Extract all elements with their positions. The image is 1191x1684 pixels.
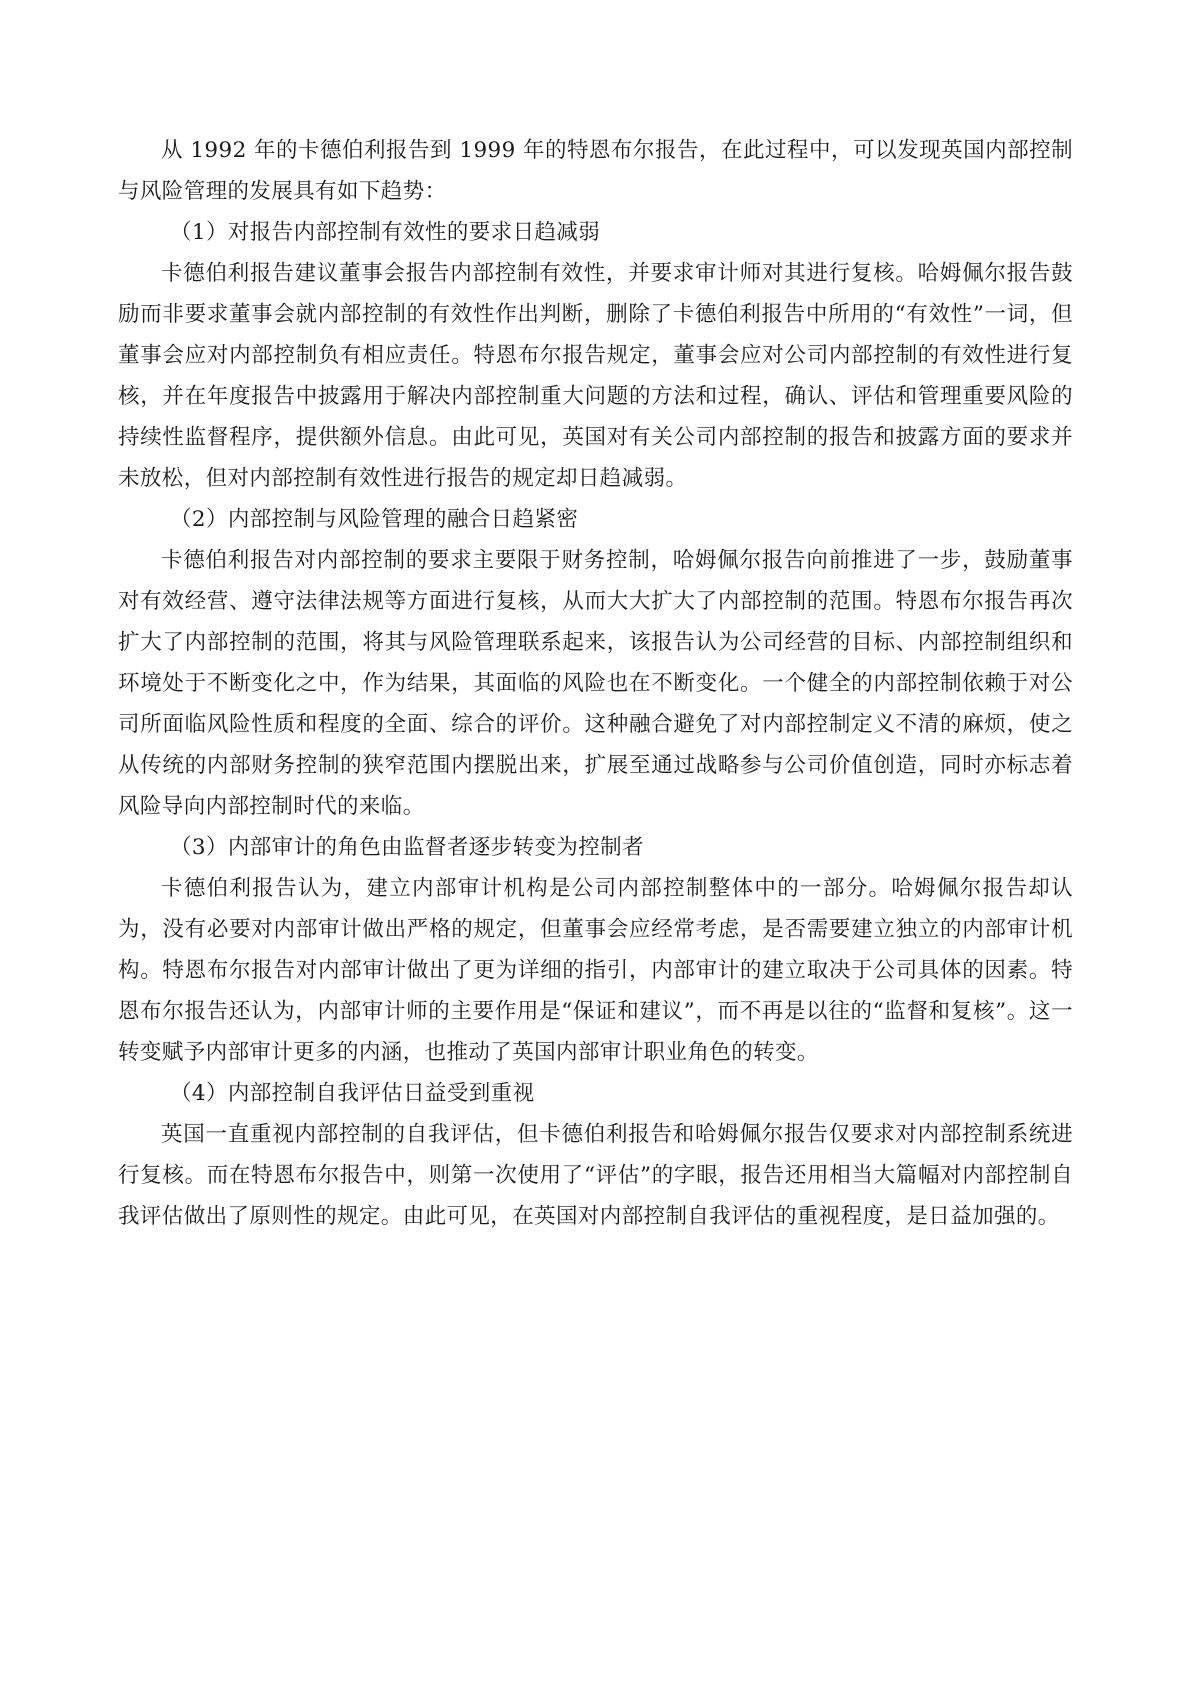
- section-2-paragraph: 卡德伯利报告对内部控制的要求主要限于财务控制，哈姆佩尔报告向前推进了一步，鼓励董事对有效经营、遵守法律法规等方面进行复核，从而大大扩大了内部控制的范围。特恩布尔报告再次扩大了内部控制的范围，将其与风险管理联系起来，该报告认为公司经营的目标、内部控制组织和环境处于不断变化之中，作为结果，其面临的风险也在不断变化。一个健全的内部控制依赖于对公司所面临风险性质和程度的全面、综合的评价。这种融合避免了对内部控制定义不清的麻烦，使之从传统的内部财务控制的狭窄范围内摆脱出来，扩展至通过战略参与公司价值创造，同时亦标志着风险导向内部控制时代的来临。: [118, 548, 1073, 819]
- section-1-paragraph: 卡德伯利报告建议董事会报告内部控制有效性，并要求审计师对其进行复核。哈姆佩尔报告鼓励而非要求董事会就内部控制的有效性作出判断，删除了卡德伯利报告中所用的“有效性”一词，但董事会应对内部控制负有相应责任。特恩布尔报告规定，董事会应对公司内部控制的有效性进行复核，并在年度报告中披露用于解决内部控制重大问题的方法和过程，确认、评估和管理重要风险的持续性监督程序，提供额外信息。由此可见，英国对有关公司内部控制的报告和披露方面的要求并未放松，但对内部控制有效性进行报告的规定却日趋减弱。: [118, 261, 1073, 491]
- section-heading-3: （3）内部审计的角色由监督者逐步转变为控制者: [170, 835, 644, 860]
- intro-paragraph: 从 1992 年的卡德伯利报告到 1999 年的特恩布尔报告，在此过程中，可以发现英国内部控制与风险管理的发展具有如下趋势：: [118, 138, 1073, 204]
- section-4-paragraph: 英国一直重视内部控制的自我评估，但卡德伯利报告和哈姆佩尔报告仅要求对内部控制系统进行复核。而在特恩布尔报告中，则第一次使用了“评估”的字眼，报告还用相当大篇幅对内部控制自我评估做出了原则性的规定。由此可见，在英国对内部控制自我评估的重视程度，是日益加强的。: [118, 1122, 1073, 1229]
- section-heading-1: （1）对报告内部控制有效性的要求日趋减弱: [170, 220, 601, 245]
- section-heading-4: （4）内部控制自我评估日益受到重视: [170, 1081, 535, 1106]
- section-heading-2: （2）内部控制与风险管理的融合日趋紧密: [170, 507, 579, 532]
- section-3-paragraph: 卡德伯利报告认为，建立内部审计机构是公司内部控制整体中的一部分。哈姆佩尔报告却认为，没有必要对内部审计做出严格的规定，但董事会应经常考虑，是否需要建立独立的内部审计机构。特恩布尔报告对内部审计做出了更为详细的指引，内部审计的建立取决于公司具体的因素。特恩布尔报告还认为，内部审计师的主要作用是“保证和建议”，而不再是以往的“监督和复核”。这一转变赋予内部审计更多的内涵，也推动了英国内部审计职业角色的转变。: [118, 876, 1073, 1065]
- document-page: [118, 130, 1073, 1237]
